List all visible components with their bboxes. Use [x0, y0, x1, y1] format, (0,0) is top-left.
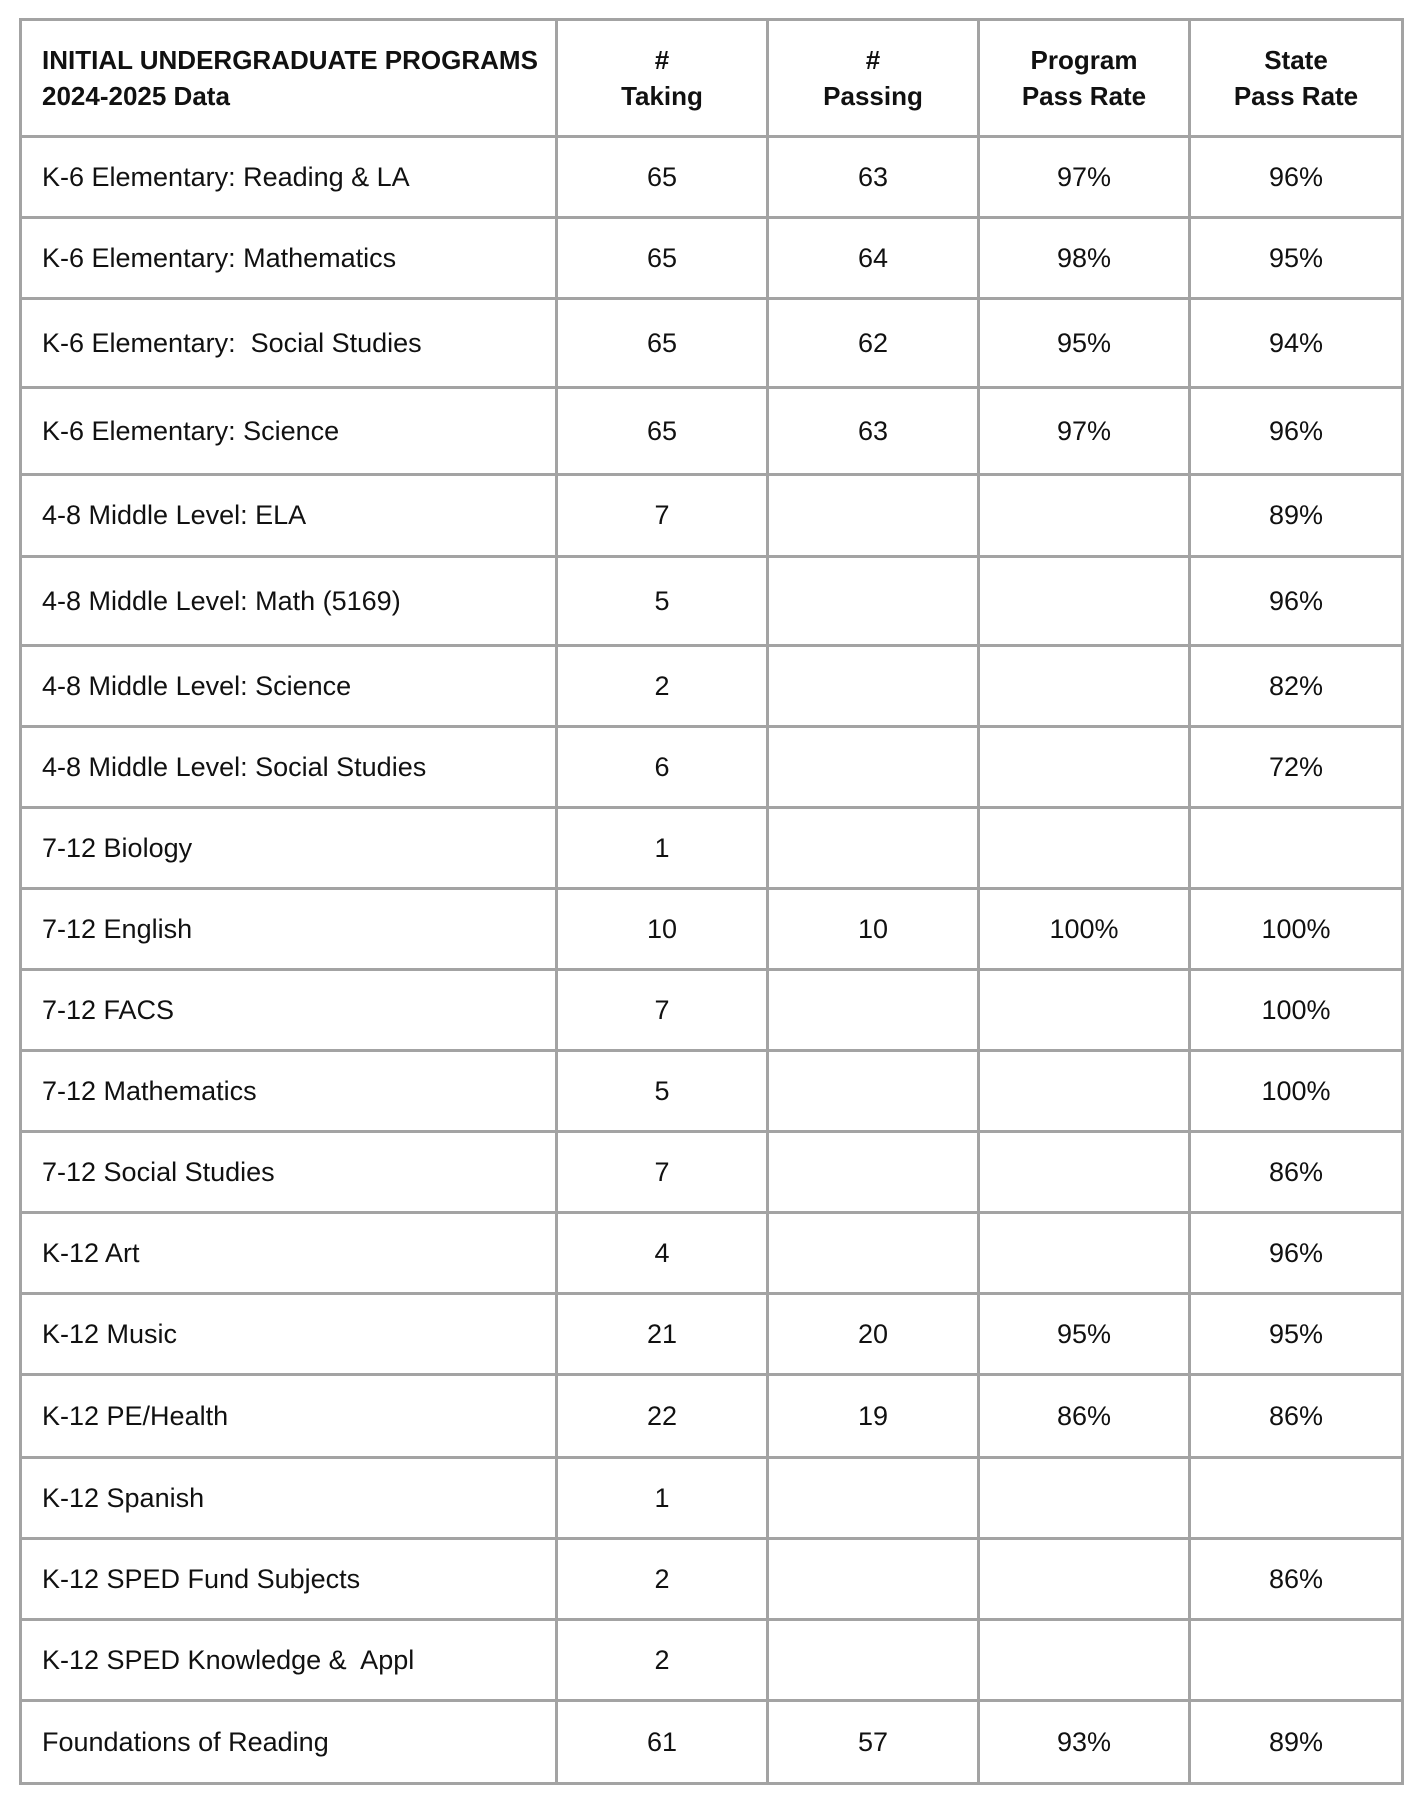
- program-name-cell: K-6 Elementary: Reading & LA: [21, 137, 557, 218]
- header-program: [21, 20, 557, 137]
- state-pass-rate-cell: 100%: [1190, 889, 1403, 970]
- program-pass-rate-cell: [979, 557, 1190, 646]
- program-name-cell: K-12 Spanish: [21, 1458, 557, 1539]
- program-name-cell: 4-8 Middle Level: Social Studies: [21, 727, 557, 808]
- passing-cell: 62: [768, 299, 979, 388]
- header-program-pass-rate-line1: Program: [1030, 45, 1138, 75]
- passing-cell: 63: [768, 137, 979, 218]
- state-pass-rate-cell: 89%: [1190, 475, 1403, 557]
- taking-cell: 65: [557, 388, 768, 475]
- program-pass-rate-cell: 95%: [979, 299, 1190, 388]
- program-name-cell: K-12 PE/Health: [21, 1375, 557, 1458]
- taking-cell: 7: [557, 1132, 768, 1213]
- taking-cell: 21: [557, 1294, 768, 1375]
- passing-cell: [768, 475, 979, 557]
- taking-cell: 1: [557, 808, 768, 889]
- passing-cell: [768, 727, 979, 808]
- program-name-cell: K-12 SPED Fund Subjects: [21, 1539, 557, 1620]
- state-pass-rate-cell: 100%: [1190, 1051, 1403, 1132]
- header-program-pass-rate-line2: Pass Rate: [1021, 81, 1147, 111]
- program-pass-rate-cell: [979, 808, 1190, 889]
- taking-cell: 65: [557, 299, 768, 388]
- taking-cell: 65: [557, 137, 768, 218]
- program-pass-rate-cell: [979, 1051, 1190, 1132]
- program-pass-rate-cell: [979, 970, 1190, 1051]
- table-row: [21, 1701, 1403, 1784]
- program-name-cell: 4-8 Middle Level: Math (5169): [21, 557, 557, 646]
- taking-cell: 2: [557, 1539, 768, 1620]
- program-name-cell: 4-8 Middle Level: Science: [21, 646, 557, 727]
- program-pass-rate-cell: [979, 646, 1190, 727]
- state-pass-rate-cell: 86%: [1190, 1375, 1403, 1458]
- state-pass-rate-cell: 86%: [1190, 1539, 1403, 1620]
- state-pass-rate-cell: [1190, 1458, 1403, 1539]
- header-passing-symbol: #: [865, 45, 881, 75]
- program-pass-rate-cell: 93%: [979, 1701, 1190, 1784]
- header-state-pass-rate-line2: Pass Rate: [1233, 81, 1359, 111]
- header-taking-label: Taking: [621, 81, 703, 111]
- taking-cell: 5: [557, 1051, 768, 1132]
- pass-rate-table: [19, 18, 1404, 1785]
- program-name-cell: 7-12 Social Studies: [21, 1132, 557, 1213]
- taking-cell: 1: [557, 1458, 768, 1539]
- passing-cell: 19: [768, 1375, 979, 1458]
- state-pass-rate-cell: 96%: [1190, 557, 1403, 646]
- passing-cell: 64: [768, 218, 979, 299]
- program-pass-rate-cell: [979, 1539, 1190, 1620]
- passing-cell: [768, 1213, 979, 1294]
- header-taking: [557, 20, 768, 137]
- table-row: [21, 299, 1403, 388]
- header-taking-symbol: #: [654, 45, 670, 75]
- state-pass-rate-cell: [1190, 808, 1403, 889]
- table-row: [21, 218, 1403, 299]
- program-pass-rate-cell: 95%: [979, 1294, 1190, 1375]
- table-row: [21, 1539, 1403, 1620]
- state-pass-rate-cell: 95%: [1190, 1294, 1403, 1375]
- taking-cell: 2: [557, 1620, 768, 1701]
- header-state-pass-rate: [1190, 20, 1403, 137]
- state-pass-rate-cell: 96%: [1190, 388, 1403, 475]
- passing-cell: 10: [768, 889, 979, 970]
- passing-cell: [768, 557, 979, 646]
- state-pass-rate-cell: 96%: [1190, 1213, 1403, 1294]
- program-name-cell: K-12 SPED Knowledge & Appl: [21, 1620, 557, 1701]
- pass-rate-table-container: [19, 18, 1401, 1785]
- program-pass-rate-cell: [979, 1458, 1190, 1539]
- program-pass-rate-cell: [979, 1213, 1190, 1294]
- table-row: [21, 970, 1403, 1051]
- program-pass-rate-cell: [979, 1132, 1190, 1213]
- program-pass-rate-cell: 97%: [979, 388, 1190, 475]
- program-pass-rate-cell: 97%: [979, 137, 1190, 218]
- program-name-cell: 7-12 Mathematics: [21, 1051, 557, 1132]
- passing-cell: [768, 1539, 979, 1620]
- table-row: [21, 1132, 1403, 1213]
- table-row: [21, 808, 1403, 889]
- passing-cell: [768, 808, 979, 889]
- program-name-cell: K-6 Elementary: Science: [21, 388, 557, 475]
- state-pass-rate-cell: 100%: [1190, 970, 1403, 1051]
- state-pass-rate-cell: 82%: [1190, 646, 1403, 727]
- table-row: [21, 727, 1403, 808]
- taking-cell: 65: [557, 218, 768, 299]
- passing-cell: 20: [768, 1294, 979, 1375]
- table-row: [21, 1213, 1403, 1294]
- state-pass-rate-cell: 94%: [1190, 299, 1403, 388]
- table-row: [21, 557, 1403, 646]
- taking-cell: 6: [557, 727, 768, 808]
- program-name-cell: K-12 Music: [21, 1294, 557, 1375]
- table-row: [21, 1620, 1403, 1701]
- passing-cell: 63: [768, 388, 979, 475]
- table-row: [21, 889, 1403, 970]
- taking-cell: 5: [557, 557, 768, 646]
- table-row: [21, 1458, 1403, 1539]
- program-pass-rate-cell: [979, 1620, 1190, 1701]
- taking-cell: 4: [557, 1213, 768, 1294]
- program-pass-rate-cell: 100%: [979, 889, 1190, 970]
- header-passing-label: Passing: [823, 81, 923, 111]
- program-name-cell: 7-12 Biology: [21, 808, 557, 889]
- table-row: [21, 1294, 1403, 1375]
- state-pass-rate-cell: [1190, 1620, 1403, 1701]
- header-program-year: 2024-2025 Data: [42, 81, 230, 111]
- header-row: [21, 20, 1403, 137]
- taking-cell: 7: [557, 475, 768, 557]
- table-row: [21, 388, 1403, 475]
- passing-cell: [768, 1458, 979, 1539]
- program-pass-rate-cell: [979, 475, 1190, 557]
- taking-cell: 22: [557, 1375, 768, 1458]
- table-row: [21, 646, 1403, 727]
- table-body: [21, 137, 1403, 1784]
- state-pass-rate-cell: 86%: [1190, 1132, 1403, 1213]
- passing-cell: [768, 1132, 979, 1213]
- program-name-cell: 7-12 FACS: [21, 970, 557, 1051]
- passing-cell: [768, 1051, 979, 1132]
- program-name-cell: K-12 Art: [21, 1213, 557, 1294]
- header-passing: [768, 20, 979, 137]
- header-program-title: INITIAL UNDERGRADUATE PROGRAMS: [42, 45, 538, 75]
- state-pass-rate-cell: 96%: [1190, 137, 1403, 218]
- taking-cell: 7: [557, 970, 768, 1051]
- table-row: [21, 137, 1403, 218]
- header-program-pass-rate: [979, 20, 1190, 137]
- program-pass-rate-cell: [979, 727, 1190, 808]
- state-pass-rate-cell: 89%: [1190, 1701, 1403, 1784]
- header-state-pass-rate-line1: State: [1264, 45, 1328, 75]
- passing-cell: [768, 646, 979, 727]
- taking-cell: 10: [557, 889, 768, 970]
- program-name-cell: K-6 Elementary: Mathematics: [21, 218, 557, 299]
- program-pass-rate-cell: 86%: [979, 1375, 1190, 1458]
- table-row: [21, 1051, 1403, 1132]
- state-pass-rate-cell: 72%: [1190, 727, 1403, 808]
- program-name-cell: Foundations of Reading: [21, 1701, 557, 1784]
- passing-cell: 57: [768, 1701, 979, 1784]
- taking-cell: 2: [557, 646, 768, 727]
- program-name-cell: K-6 Elementary: Social Studies: [21, 299, 557, 388]
- table-row: [21, 1375, 1403, 1458]
- program-pass-rate-cell: 98%: [979, 218, 1190, 299]
- passing-cell: [768, 1620, 979, 1701]
- program-name-cell: 4-8 Middle Level: ELA: [21, 475, 557, 557]
- table-row: [21, 475, 1403, 557]
- state-pass-rate-cell: 95%: [1190, 218, 1403, 299]
- table-header: [21, 20, 1403, 137]
- taking-cell: 61: [557, 1701, 768, 1784]
- program-name-cell: 7-12 English: [21, 889, 557, 970]
- passing-cell: [768, 970, 979, 1051]
